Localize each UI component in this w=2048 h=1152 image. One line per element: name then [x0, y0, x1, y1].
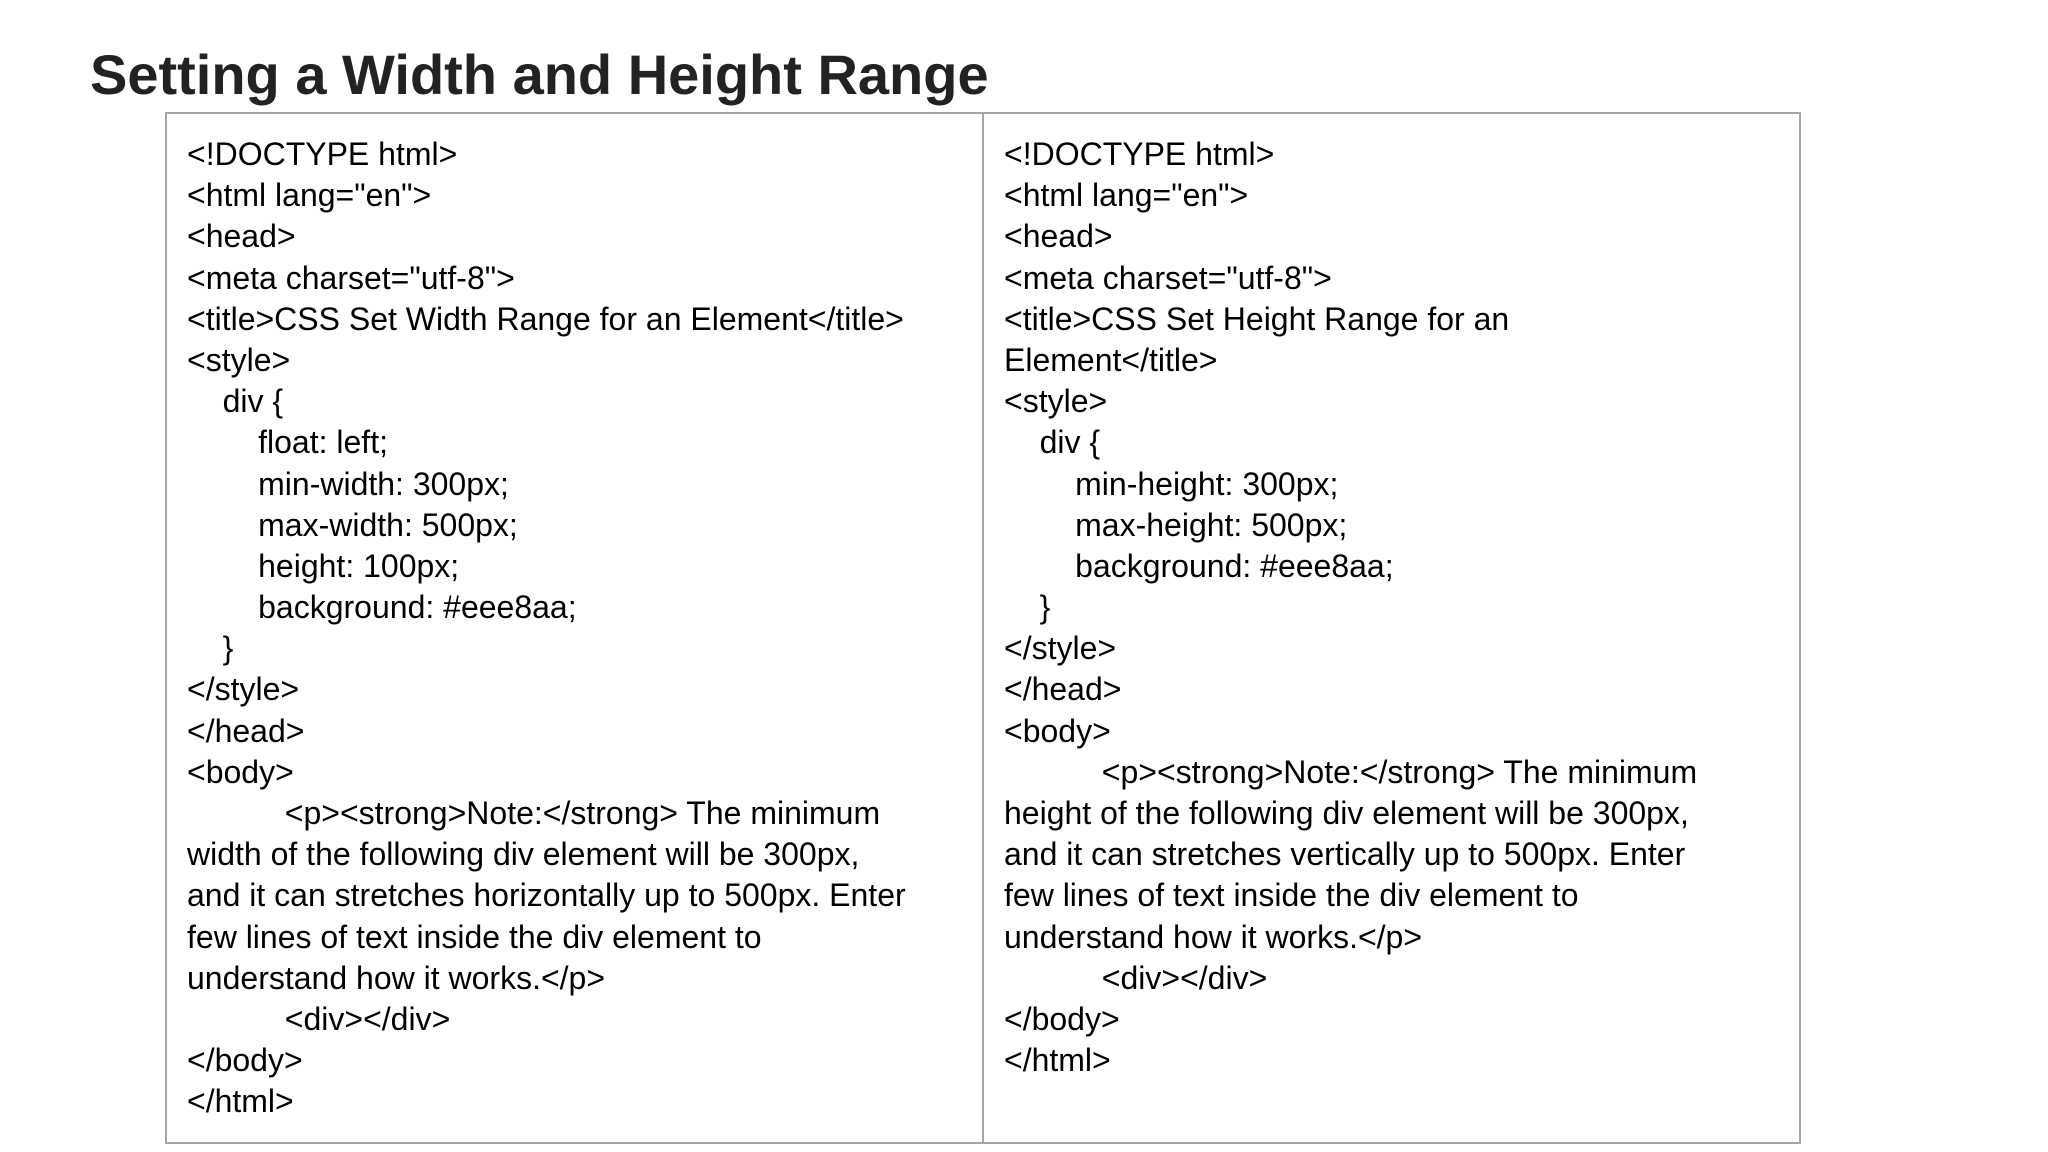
- code-line: <style>: [1004, 383, 1108, 420]
- code-line: few lines of text inside the div element to: [1004, 877, 1579, 914]
- code-line: </html>: [1004, 1042, 1111, 1079]
- code-line: understand how it works.</p>: [1004, 918, 1423, 955]
- code-line: min-width: 300px;: [187, 465, 509, 502]
- code-line: background: #eee8aa;: [1004, 547, 1394, 584]
- code-line: height: 100px;: [187, 547, 460, 584]
- code-line: <div></div>: [1004, 959, 1268, 996]
- code-line: <p><strong>Note:</strong> The minimum: [187, 795, 881, 831]
- code-line: <!DOCTYPE html>: [187, 136, 458, 172]
- code-line: }: [187, 630, 234, 667]
- code-line: <!DOCTYPE html>: [1004, 136, 1275, 172]
- code-line: <head>: [187, 218, 296, 255]
- code-line: div {: [187, 383, 284, 420]
- code-line: few lines of text inside the div element to: [187, 918, 762, 955]
- code-line: <style>: [187, 341, 291, 378]
- code-line: </head>: [1004, 671, 1122, 708]
- code-line: max-width: 500px;: [187, 506, 518, 543]
- code-line: float: left;: [187, 424, 388, 461]
- code-line: <title>CSS Set Height Range for an: [1004, 300, 1510, 337]
- code-line: </style>: [187, 671, 300, 708]
- code-line: <html lang="en">: [187, 177, 432, 214]
- code-comparison-table: [165, 112, 1801, 1144]
- code-line: <head>: [1004, 218, 1113, 255]
- code-line: background: #eee8aa;: [187, 589, 577, 626]
- code-line: <div></div>: [187, 1000, 451, 1037]
- code-line: }: [1004, 589, 1051, 626]
- code-line: <html lang="en">: [1004, 177, 1249, 214]
- slide-title: Setting a Width and Height Range: [90, 43, 989, 106]
- code-line: </body>: [1004, 1000, 1120, 1037]
- code-line: <body>: [187, 753, 294, 790]
- code-line: </body>: [187, 1042, 303, 1079]
- width-range-code-cell: [167, 114, 984, 1142]
- code-line: and it can stretches vertically up to 500px. Enter: [1004, 836, 1686, 873]
- height-range-code-cell: [984, 114, 1799, 1142]
- code-line: <body>: [1004, 712, 1111, 749]
- code-line: <title>CSS Set Width Range for an Element</title>: [187, 300, 904, 337]
- code-line: <p><strong>Note:</strong> The minimum: [1004, 753, 1698, 790]
- code-line: </style>: [1004, 630, 1117, 667]
- code-line: max-height: 500px;: [1004, 506, 1348, 543]
- code-line: Element</title>: [1004, 341, 1218, 378]
- code-line: height of the following div element will be 300px,: [1004, 795, 1689, 831]
- code-line: </head>: [187, 712, 305, 749]
- code-line: div {: [1004, 424, 1101, 461]
- code-line: <meta charset="utf-8">: [187, 259, 515, 296]
- code-line: and it can stretches horizontally up to 500px. Enter: [187, 877, 906, 914]
- code-line: width of the following div element will be 300px,: [187, 836, 860, 873]
- code-line: understand how it works.</p>: [187, 959, 606, 996]
- code-line: <meta charset="utf-8">: [1004, 259, 1332, 296]
- code-line: min-height: 300px;: [1004, 465, 1339, 502]
- code-line: </html>: [187, 1083, 294, 1120]
